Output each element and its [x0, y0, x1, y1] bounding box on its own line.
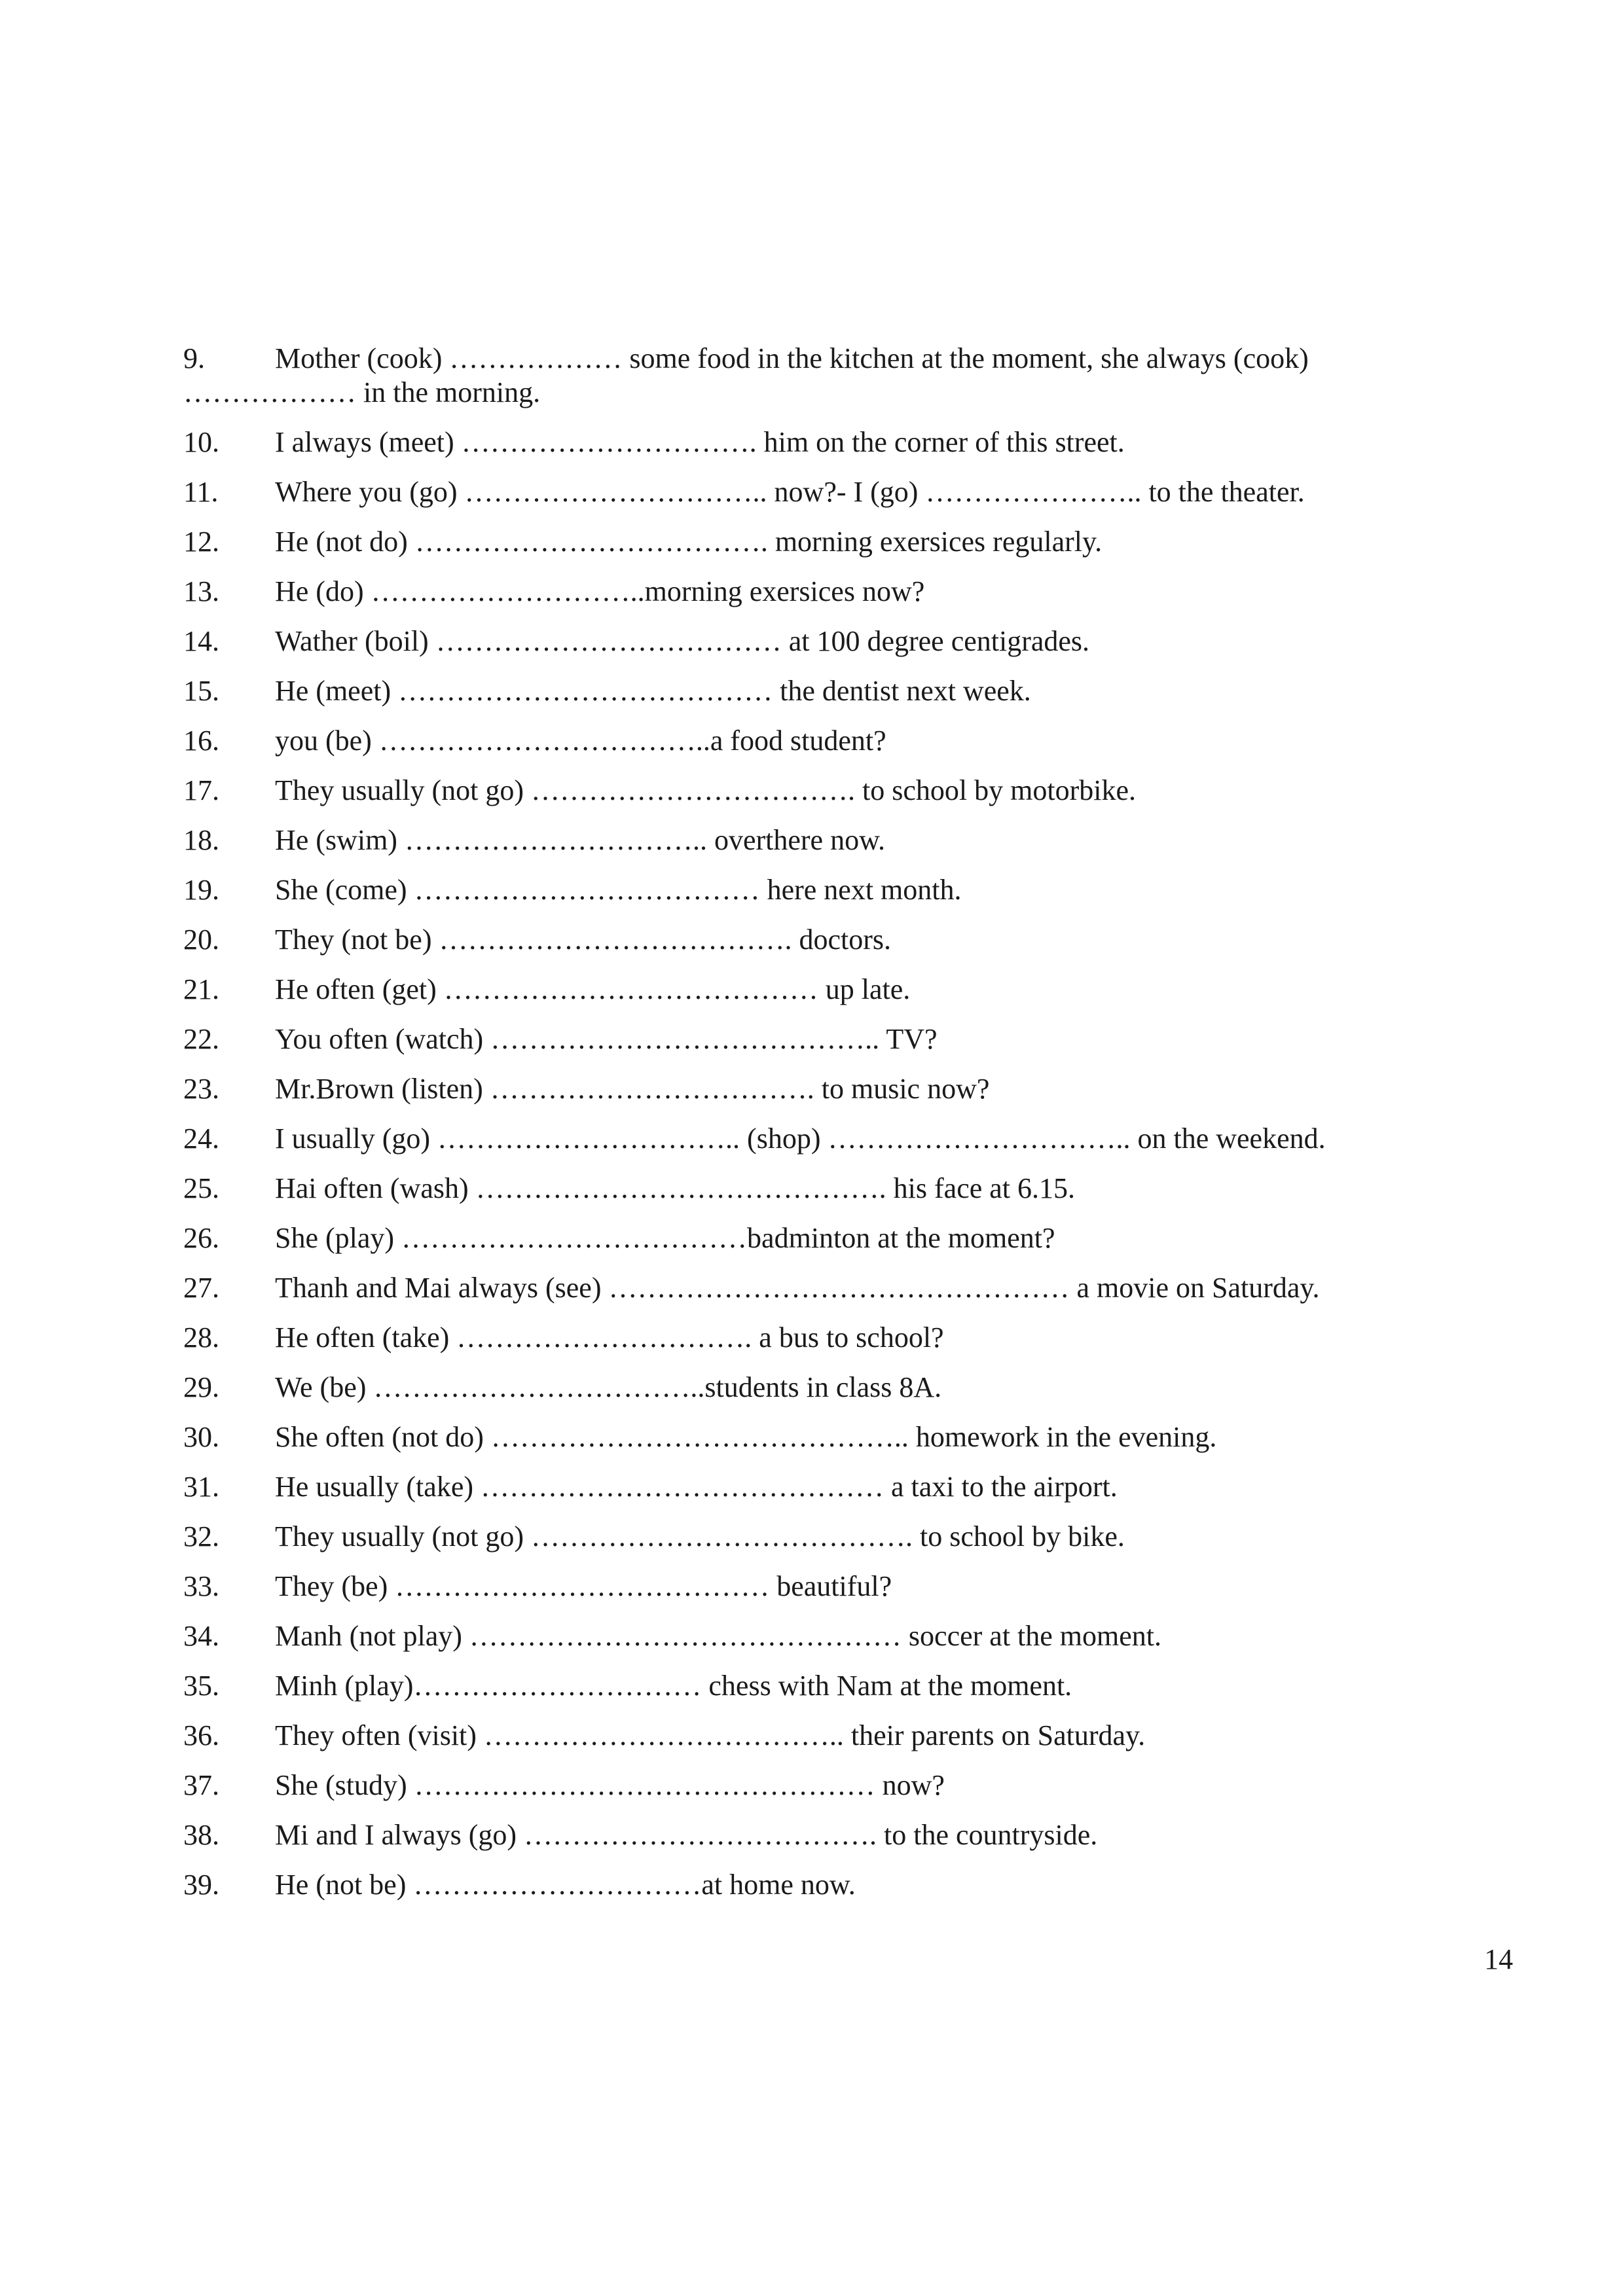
item-text: She often (not do) …………………………………….. homework in the evening. — [275, 1421, 1217, 1453]
item-number: 15. — [183, 675, 219, 707]
list-item — [183, 525, 1427, 575]
item-number: 33. — [183, 1570, 219, 1602]
item-text: They (be) ………………………………… beautiful? — [275, 1570, 892, 1602]
list-item — [183, 1868, 1427, 1918]
item-number: 39. — [183, 1869, 219, 1901]
item-number: 34. — [183, 1620, 219, 1652]
list-item — [183, 1420, 1427, 1470]
item-number: 16. — [183, 725, 219, 757]
item-number: 38. — [183, 1819, 219, 1851]
item-number: 27. — [183, 1272, 219, 1304]
item-number: 29. — [183, 1371, 219, 1403]
item-number: 11. — [183, 476, 219, 508]
item-number: 17. — [183, 774, 219, 806]
list-item — [183, 624, 1427, 674]
page-number: 14 — [1484, 1943, 1513, 1975]
item-text: Thanh and Mai always (see) ………………………………………… a movie on Saturday. — [275, 1272, 1320, 1304]
item-text: She (play) ………………………………badminton at the moment? — [275, 1222, 1055, 1254]
item-number: 9. — [183, 342, 205, 374]
item-text: They usually (not go) ……………………………. to school by motorbike. — [275, 774, 1136, 806]
item-text: He (swim) ………………………….. overthere now. — [275, 824, 885, 856]
item-number: 26. — [183, 1222, 219, 1254]
item-number: 32. — [183, 1520, 219, 1552]
item-text: She (study) ………………………………………… now? — [275, 1769, 945, 1801]
list-item — [183, 1172, 1427, 1221]
item-number: 28. — [183, 1321, 219, 1354]
list-item — [183, 724, 1427, 774]
item-text: you (be) ……………………………..a food student? — [275, 725, 886, 757]
item-number: 12. — [183, 526, 219, 558]
item-number: 35. — [183, 1670, 219, 1702]
item-number: 21. — [183, 973, 219, 1005]
item-text: Mother (cook) ……………… some food in the kitchen at the moment, she always (cook) ……………… in the morning. — [183, 342, 1309, 408]
item-number: 24. — [183, 1122, 219, 1155]
item-number: 20. — [183, 924, 219, 956]
list-item — [183, 1768, 1427, 1818]
list-item — [183, 873, 1427, 923]
item-number: 10. — [183, 426, 219, 458]
item-text: I usually (go) ………………………….. (shop) ………………………….. on the weekend. — [275, 1122, 1326, 1155]
list-item — [183, 823, 1427, 873]
item-text: He (do) ………………………..morning exersices now? — [275, 575, 925, 607]
list-item — [183, 342, 1427, 425]
item-number: 18. — [183, 824, 219, 856]
item-text: Wather (boil) ……………………………… at 100 degree centigrades. — [275, 625, 1090, 657]
item-number: 19. — [183, 874, 219, 906]
exercise-list — [183, 342, 1427, 1918]
item-text: Where you (go) ………………………….. now?- I (go) ………………….. to the theater. — [275, 476, 1305, 508]
list-item — [183, 1072, 1427, 1122]
list-item — [183, 1022, 1427, 1072]
item-number: 23. — [183, 1073, 219, 1105]
item-number: 31. — [183, 1471, 219, 1503]
list-item — [183, 923, 1427, 973]
item-number: 37. — [183, 1769, 219, 1801]
list-item — [183, 1470, 1427, 1520]
list-item — [183, 1818, 1427, 1868]
item-text: He often (get) ………………………………… up late. — [275, 973, 911, 1005]
item-number: 36. — [183, 1719, 219, 1751]
list-item — [183, 774, 1427, 823]
item-number: 14. — [183, 625, 219, 657]
item-text: I always (meet) …………………………. him on the corner of this street. — [275, 426, 1125, 458]
item-text: They usually (not go) …………………………………. to school by bike. — [275, 1520, 1125, 1552]
list-item — [183, 973, 1427, 1022]
item-text: He (not do) ………………………………. morning exersices regularly. — [275, 526, 1103, 558]
item-number: 30. — [183, 1421, 219, 1453]
list-item — [183, 575, 1427, 624]
list-item — [183, 1271, 1427, 1321]
item-text: You often (watch) ………………………………….. TV? — [275, 1023, 938, 1055]
item-text: Hai often (wash) ……………………………………. his face at 6.15. — [275, 1172, 1076, 1204]
item-text: Minh (play)………………………… chess with Nam at the moment. — [275, 1670, 1072, 1702]
list-item — [183, 475, 1427, 525]
list-item — [183, 425, 1427, 475]
item-text: They often (visit) ……………………………….. their parents on Saturday. — [275, 1719, 1146, 1751]
item-text: He (not be) …………………………at home now. — [275, 1869, 856, 1901]
item-text: Manh (not play) ……………………………………… soccer at the moment. — [275, 1620, 1162, 1652]
item-text: He usually (take) …………………………………… a taxi to the airport. — [275, 1471, 1118, 1503]
list-item — [183, 674, 1427, 724]
item-number: 13. — [183, 575, 219, 607]
list-item — [183, 1719, 1427, 1768]
item-text: Mi and I always (go) ………………………………. to the countryside. — [275, 1819, 1098, 1851]
item-number: 22. — [183, 1023, 219, 1055]
list-item — [183, 1371, 1427, 1420]
list-item — [183, 1321, 1427, 1371]
item-text: She (come) ……………………………… here next month. — [275, 874, 962, 906]
item-text: Mr.Brown (listen) ……………………………. to music now? — [275, 1073, 990, 1105]
item-text: He often (take) …………………………. a bus to school? — [275, 1321, 944, 1354]
item-number: 25. — [183, 1172, 219, 1204]
list-item — [183, 1619, 1427, 1669]
list-item — [183, 1122, 1427, 1172]
list-item — [183, 1520, 1427, 1570]
list-item — [183, 1221, 1427, 1271]
item-text: We (be) ……………………………..students in class 8A. — [275, 1371, 942, 1403]
list-item — [183, 1570, 1427, 1619]
item-text: He (meet) ………………………………… the dentist next week. — [275, 675, 1031, 707]
item-text: They (not be) ………………………………. doctors. — [275, 924, 891, 956]
list-item — [183, 1669, 1427, 1719]
